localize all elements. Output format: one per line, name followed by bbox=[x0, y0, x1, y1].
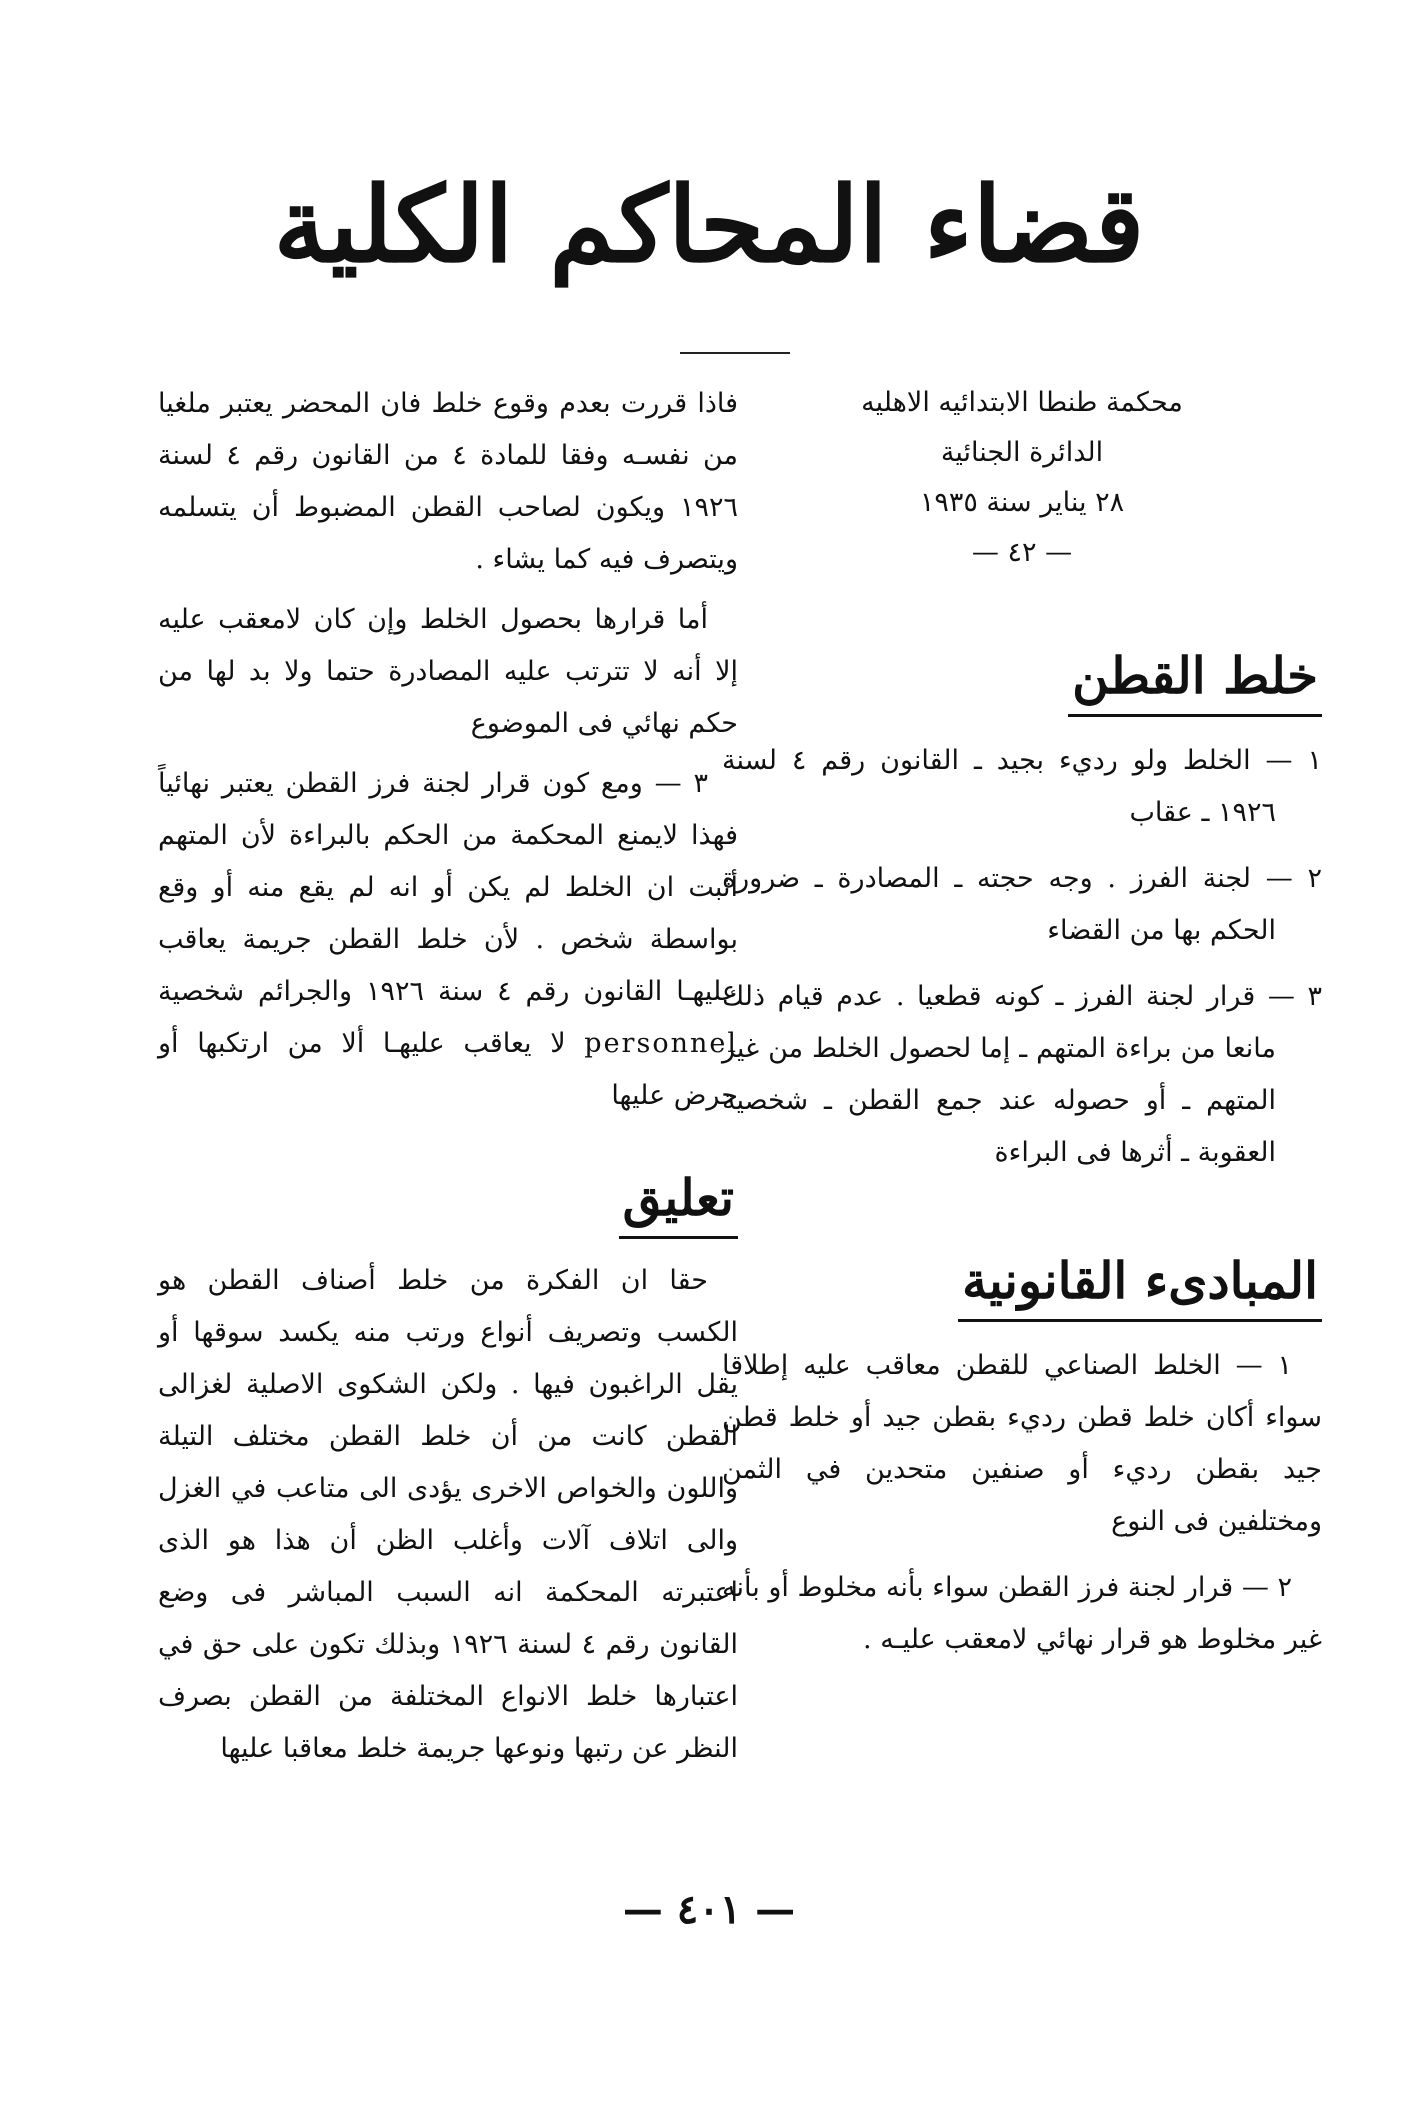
right-column bbox=[722, 378, 1322, 1666]
comment-paragraph: حقا ان الفكرة من خلط أصناف القطن هو الكسب وتصريف أنواع ورتب منه يكسد سوقها أو يقل الراغبون فيها . ولكن الشكوى الاصلية لغزالى القطن كانت من أن خلط القطن مختلف التيلة واللون والخواص الاخرى يؤدى الى متاعب في الغزل والى اتلاف آلات وأغلب الظن أن هذا هو الذى اعتبرته المحكمة انه السبب المباشر فى وضع القانون رقم ٤ لسنة ١٩٢٦ وبذلك تكون على حق في اعتبارها خلط الانواع المختلفة من القطن بصرف النظر عن رتبها ونوعها جريمة خلط معاقبا عليها bbox=[158, 1265, 739, 1764]
body-paragraph-3 bbox=[158, 758, 738, 1122]
principle-paragraph: ١ — الخلط الصناعي للقطن معاقب عليه إطلاقا سواء أكان خلط قطن رديء بقطن جيد أو خلط قطن جيد بقطن رديء أو صنفين متحدين في الثمن ومختلفين فى النوع bbox=[722, 1350, 1322, 1537]
header-divider bbox=[680, 352, 790, 354]
body-text: ٣ — ومع كون قرار لجنة فرز القطن يعتبر نهائياً فهذا لايمنع المحكمة من الحكم بالبراءة لأن المتهم أثبت ان الخلط لم يكن أو انه لم يقع منه أو وقع بواسطة شخص . لأن خلط القطن جريمة يعاقب عليهـا القانون رقم ٤ سنة ١٩٢٦ والجرائم شخصية bbox=[158, 768, 738, 1007]
page-title: قضاء المحاكم الكلية bbox=[273, 163, 1145, 286]
principles-body bbox=[722, 1340, 1322, 1666]
body-paragraph: أما قرارها بحصول الخلط وإن كان لامعقب عليه إلا أنه لا تترتب عليه المصادرة حتما ولا بد لها من حكم نهائي فى الموضوع bbox=[158, 604, 738, 739]
topic-item: ١ — الخلط ولو رديء بجيد ـ القانون رقم ٤ لسنة ١٩٢٦ ـ عقاب bbox=[722, 745, 1322, 828]
judgment-date: ٢٨ يناير سنة ١٩٣٥ bbox=[919, 487, 1125, 518]
topic-heading-wrap bbox=[722, 640, 1322, 717]
body-text: لا يعاقب عليهـا ألا من ارتكبها أو حرض عليها bbox=[158, 1028, 738, 1111]
court-name: محكمة طنطا الابتدائيه الاهليه bbox=[861, 387, 1183, 418]
principle-paragraph: ٢ — قرار لجنة فرز القطن سواء بأنه مخلوط أو بأنه غير مخلوط هو قرار نهائي لامعقب عليـه . bbox=[722, 1572, 1322, 1655]
principles-heading: المبادىء القانونية bbox=[958, 1245, 1322, 1322]
latin-term: personnel bbox=[584, 1028, 738, 1059]
topic-item: ٢ — لجنة الفرز . وجه حجته ـ المصادرة ـ ضرورة الحكم بها من القضاء bbox=[722, 863, 1322, 946]
topic-heading: خلط القطن bbox=[1068, 640, 1322, 717]
left-column bbox=[158, 378, 738, 1775]
principles-heading-wrap bbox=[722, 1245, 1322, 1322]
judgment-number: — ٤٢ — bbox=[971, 537, 1073, 568]
comment-heading: تعليق bbox=[619, 1162, 738, 1239]
comment-heading-wrap bbox=[158, 1162, 738, 1239]
court-circuit: الدائرة الجنائية bbox=[940, 437, 1104, 468]
topic-item: ٣ — قرار لجنة الفرز ـ كونه قطعيا . عدم قيام ذلك مانعا من براءة المتهم ـ إما لحصول الخلط من غير المتهم ـ أو حصوله عند جمع القطن ـ شخصية العقوبة ـ أثرها فى البراءة bbox=[722, 981, 1322, 1168]
page-number: — ٤٠١ — bbox=[622, 1886, 796, 1933]
court-info bbox=[722, 378, 1322, 578]
body-paragraph: فاذا قررت بعدم وقوع خلط فان المحضر يعتبر ملغيا من نفسـه وفقا للمادة ٤ من القانون رقم ٤ لسنة ١٩٢٦ ويكون لصاحب القطن المضبوط أن يتسلمه ويتصرف فيه كما يشاء . bbox=[158, 388, 738, 575]
topic-items bbox=[722, 735, 1322, 1179]
